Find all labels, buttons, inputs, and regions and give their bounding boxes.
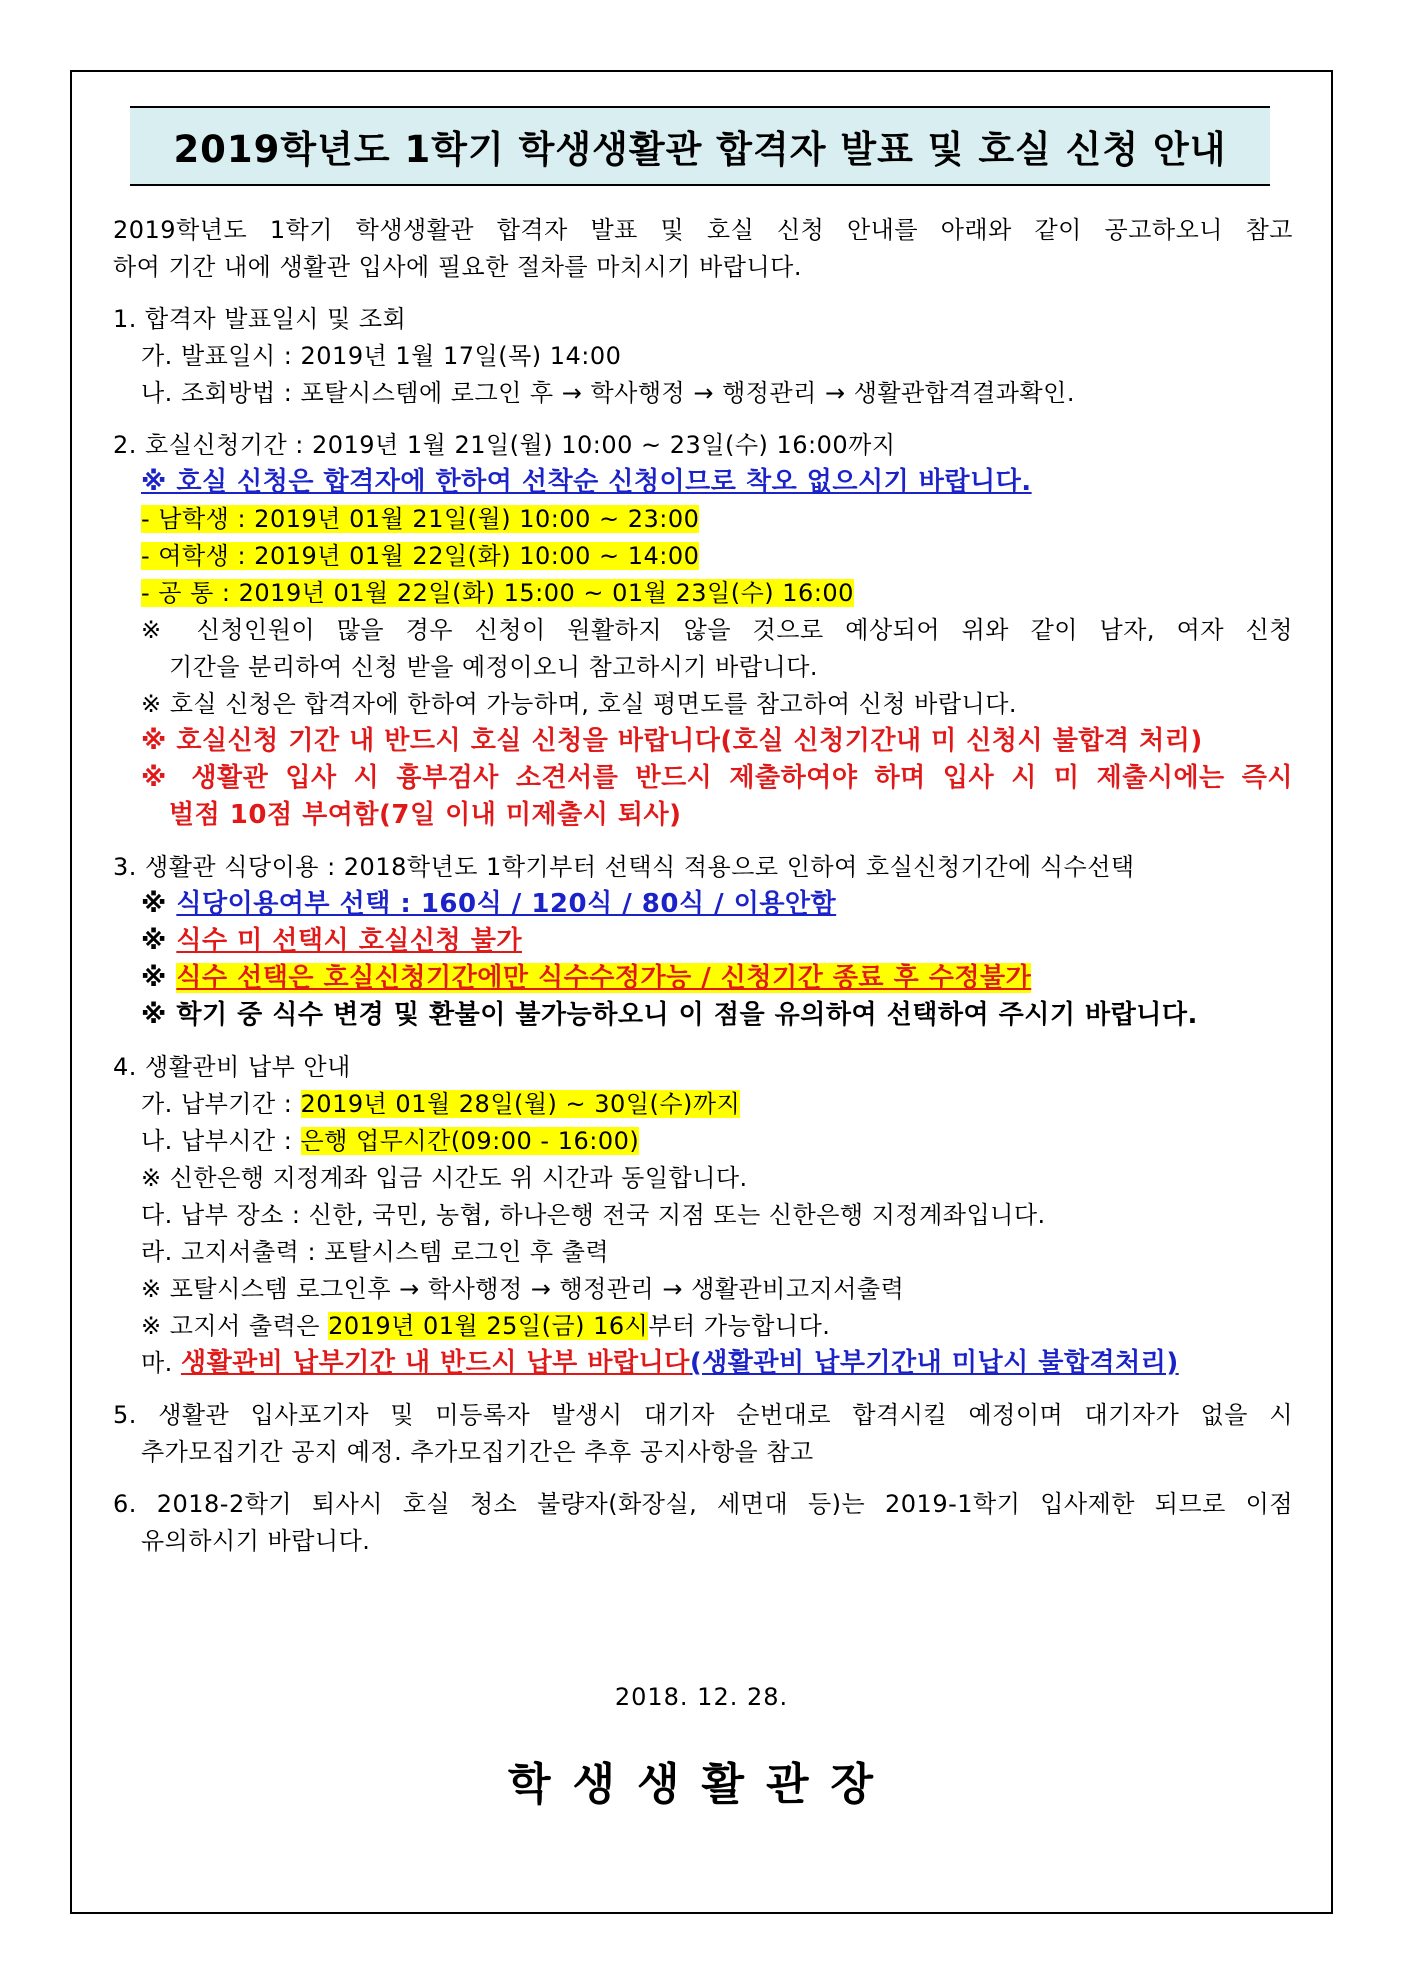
document-body xyxy=(113,212,1293,1560)
invoice-date-post: 부터 가능합니다. xyxy=(648,1312,831,1340)
payment-period-label: 가. 납부기간 : xyxy=(141,1090,301,1118)
apply-warning: ※ 호실신청 기간 내 반드시 호실 신청을 바랍니다(호실 신청기간내 미 신청시 불합격 처리) xyxy=(141,726,1203,756)
section-1-heading: 1. 합격자 발표일시 및 조회 xyxy=(113,305,407,333)
signer: 학생생활관장 xyxy=(507,1759,896,1810)
section-5-line-1: 5. 생활관 입사포기자 및 미등록자 발생시 대기자 순번대로 합격시킬 예정이며 대기자가 없을 시 xyxy=(113,1401,1293,1429)
common-period: - 공 통 : 2019년 01월 22일(화) 15:00 ~ 01월 23일(수) 16:00 xyxy=(141,579,854,607)
period-note-line-1: ※ 신청인원이 많을 경우 신청이 원활하지 않을 것으로 예상되어 위와 같이 남자, 여자 신청 xyxy=(141,616,1293,644)
meal-refund-note: ※ 학기 중 식수 변경 및 환불이 불가능하오니 이 점을 유의하여 선택하여 주시기 바랍니다. xyxy=(141,1000,1198,1030)
note-mark: ※ xyxy=(141,926,167,956)
section-6-line-2: 유의하시기 바랍니다. xyxy=(141,1527,371,1555)
title-box xyxy=(130,106,1270,186)
section-3-heading: 3. 생활관 식당이용 : 2018학년도 1학기부터 선택식 적용으로 인하여 호실신청기간에 식수선택 xyxy=(113,853,1135,881)
invoice-path-note: ※ 포탈시스템 로그인후 → 학사행정 → 행정관리 → 생활관비고지서출력 xyxy=(141,1275,905,1303)
note-mark: ※ xyxy=(141,963,167,993)
payment-hours: 은행 업무시간(09:00 - 16:00) xyxy=(300,1127,640,1155)
first-come-notice: ※ 호실 신청은 합격자에 한하여 선착순 신청이므로 착오 없으시기 바랍니다. xyxy=(141,467,1032,497)
section-2-heading: 2. 호실신청기간 : 2019년 1월 21일(월) 10:00 ~ 23일(수) 16:00까지 xyxy=(113,431,896,459)
section-6-line-1: 6. 2018-2학기 퇴사시 호실 청소 불량자(화장실, 세면대 등)는 2019-1학기 입사제한 되므로 이점 xyxy=(113,1490,1293,1518)
page-title: 2019학년도 1학기 학생생활관 합격자 발표 및 호실 신청 안내 xyxy=(173,128,1227,171)
period-note-line-2: 기간을 분리하여 신청 받을 예정이오니 참고하시기 바랍니다. xyxy=(169,653,819,681)
chest-exam-warning-line-1: ※ 생활관 입사 시 흉부검사 소견서를 반드시 제출하여야 하며 입사 시 미 제출시에는 즉시 xyxy=(141,763,1293,793)
payment-warning-label: 마. xyxy=(141,1349,181,1377)
payment-period: 2019년 01월 28일(월) ~ 30일(수)까지 xyxy=(300,1090,741,1118)
invoice-date: 2019년 01월 25일(금) 16시 xyxy=(328,1312,649,1340)
meal-modify-warning: 식수 선택은 호실신청기간에만 식수수정가능 / 신청기간 종료 후 수정불가 xyxy=(176,963,1032,993)
chest-exam-warning-line-2: 벌점 10점 부여함(7일 이내 미제출시 퇴사) xyxy=(169,800,682,830)
female-period: - 여학생 : 2019년 01월 22일(화) 10:00 ~ 14:00 xyxy=(141,542,700,570)
invoice-print: 라. 고지서출력 : 포탈시스템 로그인 후 출력 xyxy=(141,1238,610,1266)
bank-hours-note: ※ 신한은행 지정계좌 입금 시간도 위 시간과 동일합니다. xyxy=(141,1164,748,1192)
intro-line-1: 2019학년도 1학기 학생생활관 합격자 발표 및 호실 신청 안내를 아래와 같이 공고하오니 참고 xyxy=(113,216,1293,244)
invoice-date-pre: ※ 고지서 출력은 xyxy=(141,1312,329,1340)
payment-place: 다. 납부 장소 : 신한, 국민, 농협, 하나은행 전국 지점 또는 신한은행 지정계좌입니다. xyxy=(141,1201,1046,1229)
intro-line-2: 하여 기간 내에 생활관 입사에 필요한 절차를 마치시기 바랍니다. xyxy=(113,253,802,281)
announcement-date: 가. 발표일시 : 2019년 1월 17일(목) 14:00 xyxy=(141,342,622,370)
section-5-line-2: 추가모집기간 공지 예정. 추가모집기간은 추후 공지사항을 참고 xyxy=(141,1438,814,1466)
issue-date: 2018. 12. 28. xyxy=(614,1683,789,1711)
payment-warning-note: (생활관비 납부기간내 미납시 불합격처리) xyxy=(689,1348,1179,1378)
payment-warning: 생활관비 납부기간 내 반드시 납부 바랍니다 xyxy=(180,1348,690,1378)
meal-option-select: 식당이용여부 선택 : 160식 / 120식 / 80식 / 이용안함 xyxy=(176,889,837,919)
section-4-heading: 4. 생활관비 납부 안내 xyxy=(113,1053,351,1081)
payment-hours-label: 나. 납부시간 : xyxy=(141,1127,301,1155)
floorplan-note: ※ 호실 신청은 합격자에 한하여 가능하며, 호실 평면도를 참고하여 신청 바랍니다. xyxy=(141,690,1018,718)
note-mark: ※ xyxy=(141,889,167,919)
lookup-method: 나. 조회방법 : 포탈시스템에 로그인 후 → 학사행정 → 행정관리 → 생활관합격결과확인. xyxy=(141,379,1075,407)
meal-required-warning: 식수 미 선택시 호실신청 불가 xyxy=(176,926,522,956)
male-period: - 남학생 : 2019년 01월 21일(월) 10:00 ~ 23:00 xyxy=(141,505,700,533)
